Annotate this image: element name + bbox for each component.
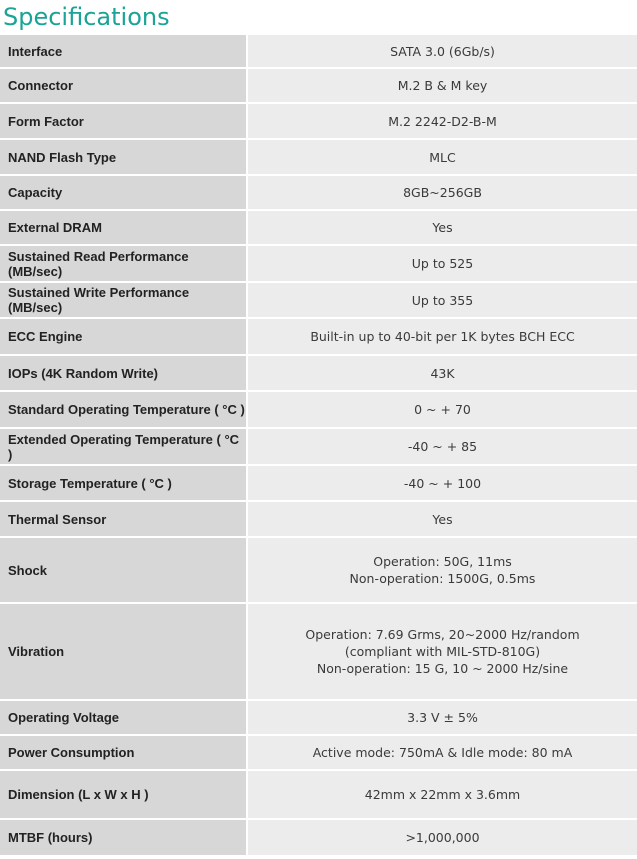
spec-label: Operating Voltage (0, 701, 248, 736)
spec-row (0, 820, 637, 857)
spec-value (248, 104, 637, 140)
specifications-table-body (0, 35, 637, 857)
spec-value-line: Yes (432, 220, 453, 235)
spec-label: ECC Engine (0, 319, 248, 356)
spec-row (0, 771, 637, 820)
spec-row (0, 69, 637, 104)
spec-value (248, 35, 637, 69)
spec-value (248, 538, 637, 604)
spec-label: Thermal Sensor (0, 502, 248, 538)
spec-value (248, 246, 637, 283)
spec-label: Connector (0, 69, 248, 104)
spec-label: Form Factor (0, 104, 248, 140)
spec-label: External DRAM (0, 211, 248, 246)
spec-value (248, 211, 637, 246)
spec-label: Sustained Write Performance (MB/sec) (0, 283, 248, 319)
spec-label: MTBF (hours) (0, 820, 248, 857)
spec-value (248, 356, 637, 392)
spec-label: Interface (0, 35, 248, 69)
spec-label: Extended Operating Temperature ( °C ) (0, 429, 248, 466)
spec-value-line: Operation: 7.69 Grms, 20~2000 Hz/random (305, 627, 580, 642)
spec-row (0, 104, 637, 140)
spec-value-line: SATA 3.0 (6Gb/s) (390, 43, 495, 59)
specifications-table (0, 35, 637, 857)
spec-value (248, 392, 637, 429)
spec-value (248, 736, 637, 771)
spec-value-line: 8GB~256GB (403, 185, 482, 200)
spec-value-line: -40 ~ + 100 (403, 475, 482, 491)
spec-value-line: Non-operation: 15 G, 10 ~ 2000 Hz/sine (316, 661, 569, 676)
spec-value-line: Up to 355 (411, 292, 474, 308)
spec-value (248, 466, 637, 502)
spec-row (0, 502, 637, 538)
spec-row (0, 429, 637, 466)
spec-value (248, 820, 637, 857)
spec-label: Storage Temperature ( °C ) (0, 466, 248, 502)
spec-row (0, 246, 637, 283)
spec-value (248, 429, 637, 466)
spec-label: Capacity (0, 176, 248, 211)
spec-label: Shock (0, 538, 248, 604)
spec-value-line: -40 ~ + 85 (407, 439, 478, 454)
spec-row (0, 604, 637, 701)
spec-value-line: MLC (429, 149, 456, 165)
spec-row (0, 538, 637, 604)
spec-value (248, 319, 637, 356)
spec-label: Vibration (0, 604, 248, 701)
spec-value-line: 0 ~ + 70 (414, 402, 471, 417)
spec-row (0, 283, 637, 319)
spec-value (248, 176, 637, 211)
spec-label: Sustained Read Performance (MB/sec) (0, 246, 248, 283)
spec-value-line: M.2 B & M key (397, 78, 488, 93)
spec-value (248, 771, 637, 820)
spec-value (248, 604, 637, 701)
spec-row (0, 140, 637, 176)
spec-label: Dimension (L x W x H ) (0, 771, 248, 820)
spec-row (0, 701, 637, 736)
spec-value-line: Non-operation: 1500G, 0.5ms (349, 571, 536, 586)
spec-row (0, 176, 637, 211)
spec-value-line: 42mm x 22mm x 3.6mm (364, 787, 521, 802)
spec-label: Power Consumption (0, 736, 248, 771)
spec-row (0, 35, 637, 69)
spec-value-line: 43K (430, 365, 455, 381)
spec-label: IOPs (4K Random Write) (0, 356, 248, 392)
spec-value (248, 502, 637, 538)
spec-value-line: Operation: 50G, 11ms (373, 554, 512, 569)
spec-value (248, 701, 637, 736)
spec-value-line: 3.3 V ± 5% (407, 710, 478, 725)
spec-row (0, 736, 637, 771)
spec-row (0, 211, 637, 246)
spec-row (0, 392, 637, 429)
spec-row (0, 356, 637, 392)
spec-row (0, 466, 637, 502)
spec-value-line: Yes (432, 511, 453, 527)
spec-value (248, 69, 637, 104)
spec-label: NAND Flash Type (0, 140, 248, 176)
spec-value-line: (compliant with MIL-STD-810G) (344, 644, 541, 659)
spec-value-line: Active mode: 750mA & Idle mode: 80 mA (312, 745, 573, 760)
spec-value-line: >1,000,000 (405, 830, 480, 845)
spec-value (248, 283, 637, 319)
spec-value-line: M.2 2242-D2-B-M (388, 113, 497, 129)
spec-label: Standard Operating Temperature ( °C ) (0, 392, 248, 429)
spec-row (0, 319, 637, 356)
page-title: Specifications (3, 3, 170, 31)
spec-value-line: Up to 525 (411, 256, 474, 271)
spec-value-line: Built-in up to 40-bit per 1K bytes BCH ECC (310, 329, 575, 344)
spec-value (248, 140, 637, 176)
